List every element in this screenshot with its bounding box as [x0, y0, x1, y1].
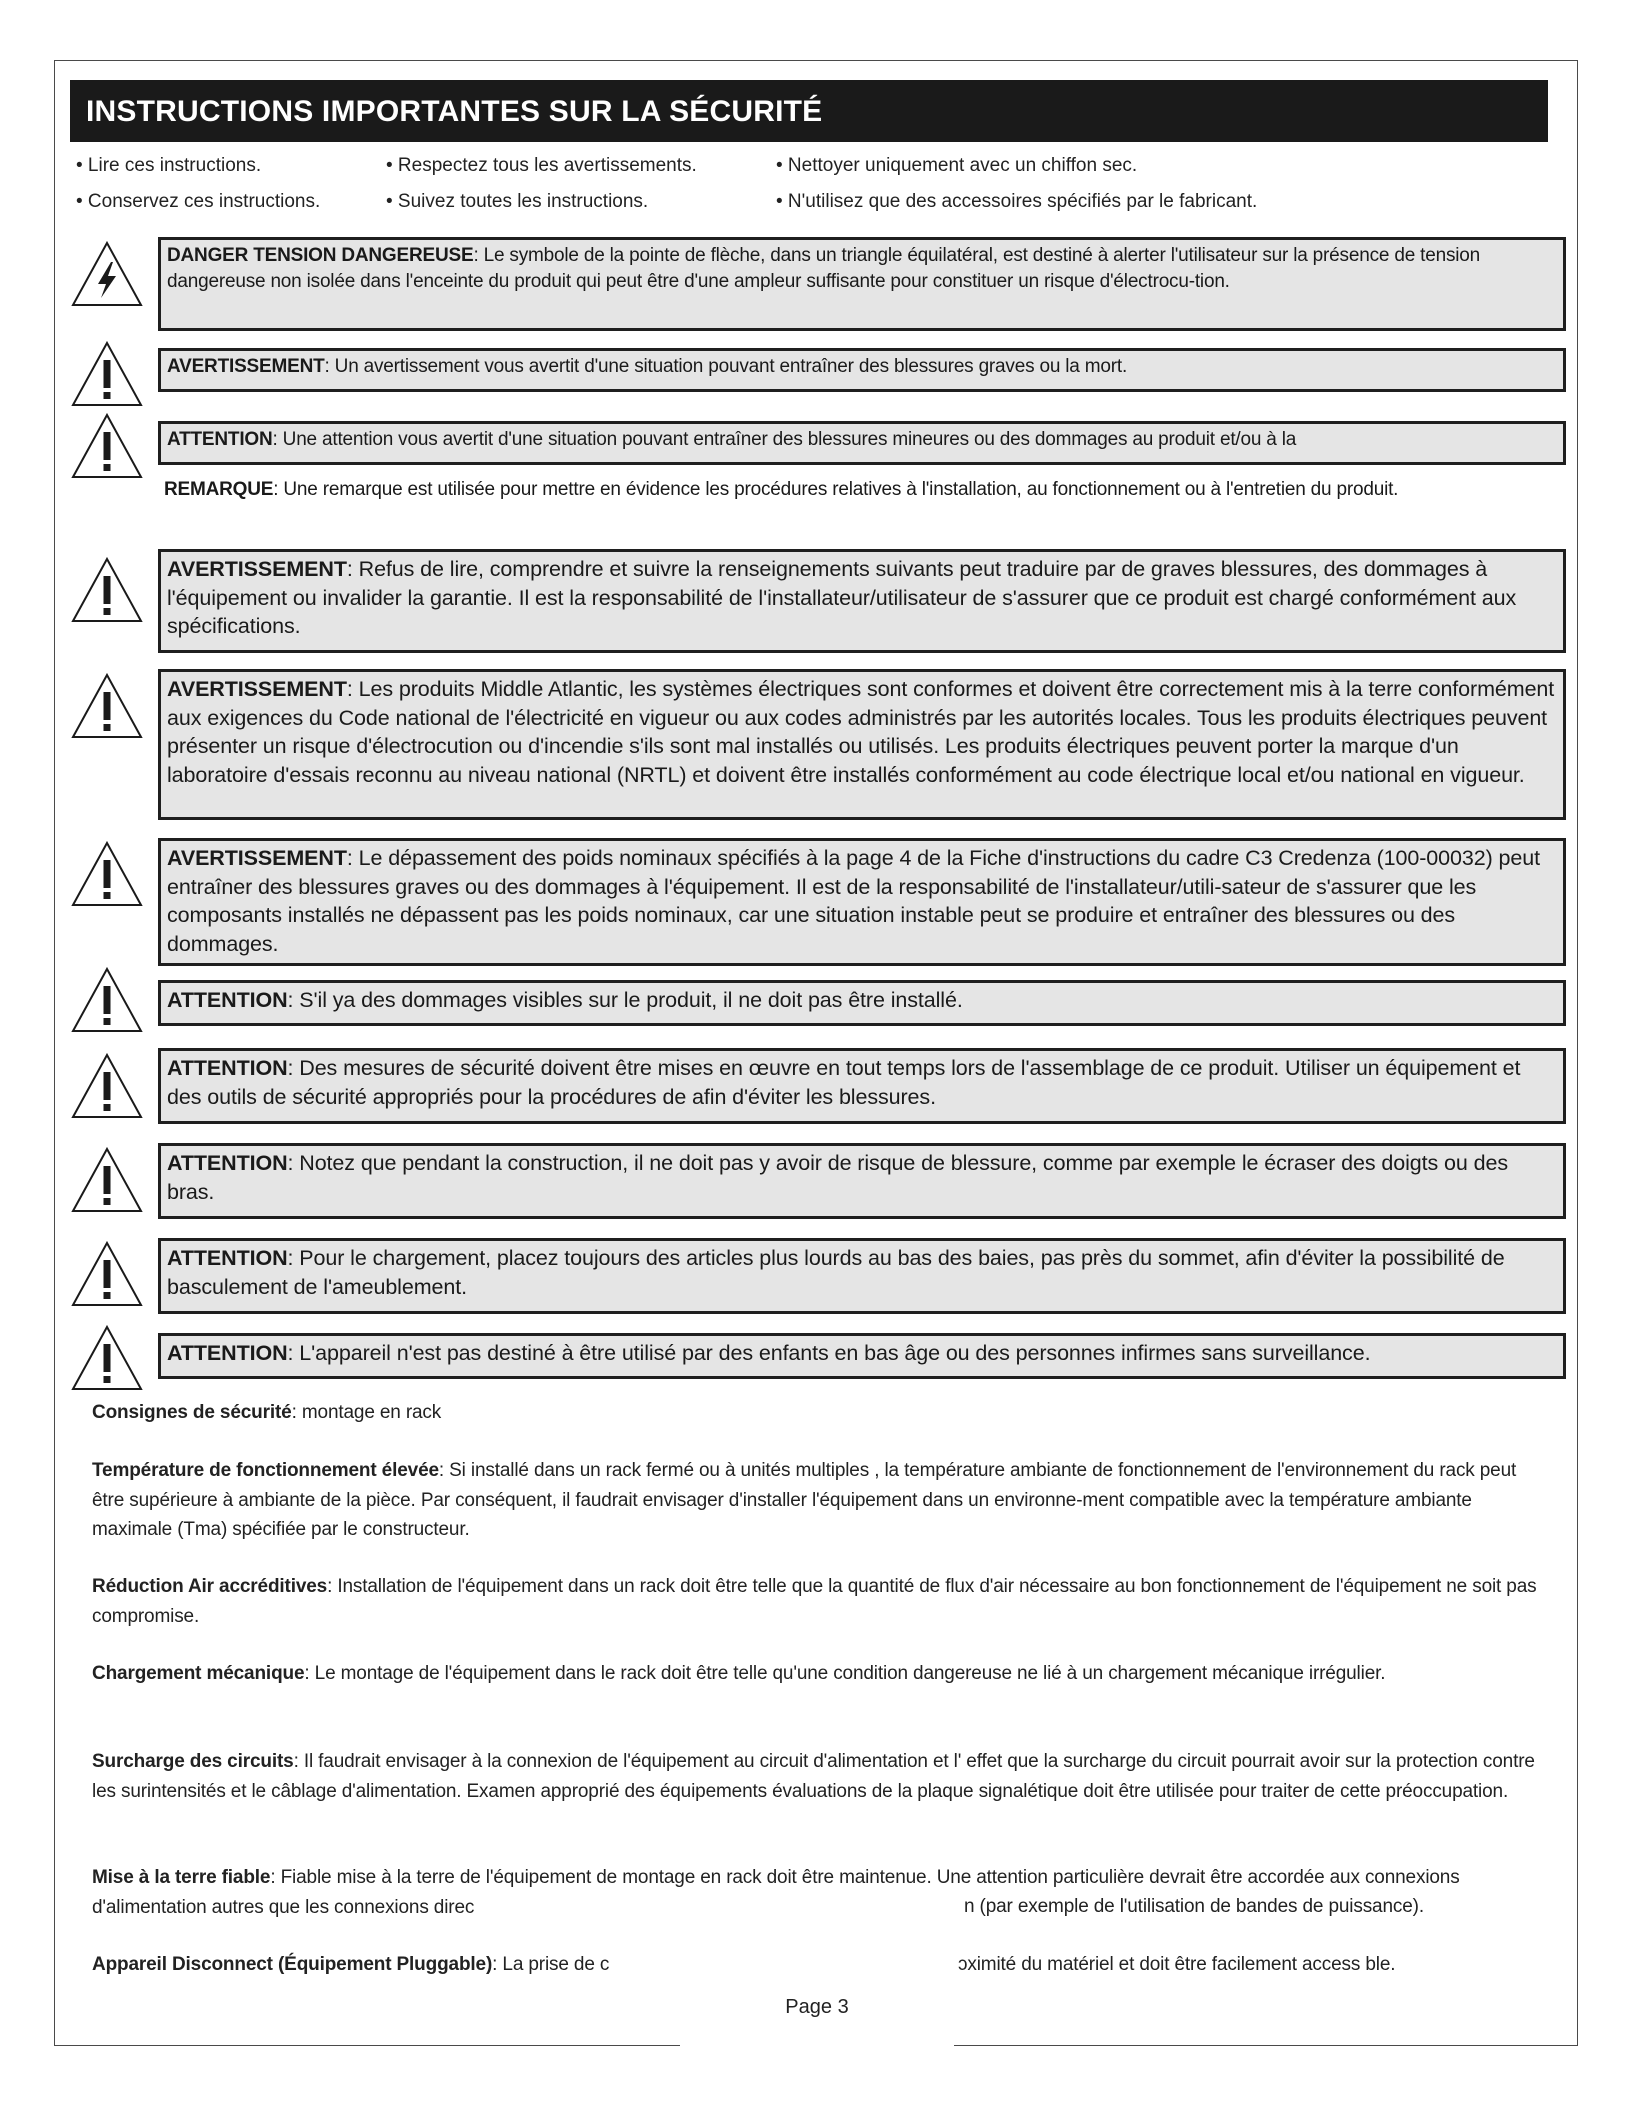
paragraph-tail: ɔximité du matériel et doit être facilement access ble.: [958, 1954, 1396, 1975]
warning-icon: [70, 1324, 144, 1392]
paragraph-label: Température de fonctionnement élevée: [92, 1460, 439, 1481]
notice-label: ATTENTION: [167, 1341, 288, 1365]
warning-icon: [70, 672, 144, 740]
paragraph-elevated-temperature: [92, 1456, 1552, 1545]
notice-label: DANGER TENSION DANGEREUSE: [167, 245, 474, 266]
bullet-item: • Nettoyer uniquement avec un chiffon sec.: [776, 155, 1138, 176]
warning-notice-box: [158, 549, 1566, 653]
caution-notice-box: [158, 421, 1566, 465]
notice-text: : Un avertissement vous avertit d'une situation pouvant entraîner des blessures graves ou la mort.: [324, 356, 1128, 377]
note-paragraph: [164, 477, 1564, 503]
paragraph-text: : La prise de c: [492, 1954, 610, 1975]
warning-icon: [70, 1052, 144, 1120]
notice-text: : Les produits Middle Atlantic, les systèmes électriques sont conformes et doivent être correctement mis à la terre conformément aux exigences du Code national de l'électricité en vigueur ou aux codes administrés par les autorités locales. Tous les produits électriques peuvent présenter un risque d'électrocution ou d'incendie s'ils sont mal installés ou utilisés. Les produits électriques peuvent porter la marque d'un laboratoire d'essais reconnu au niveau national (NRTL) et doivent être installés conformément au code électrique local et/ou national en vigueur.: [167, 677, 1555, 787]
notice-label: AVERTISSEMENT: [167, 557, 347, 581]
notice-label: AVERTISSEMENT: [167, 356, 325, 377]
bullet-item: • Conservez ces instructions.: [76, 191, 321, 212]
paragraph-label: Réduction Air accréditives: [92, 1576, 328, 1597]
notice-label: REMARQUE: [164, 479, 274, 500]
bullet-column-2: [386, 154, 697, 214]
warning-icon: [70, 556, 144, 624]
caution-notice-box: [158, 1238, 1566, 1314]
paragraph-text: : Le montage de l'équipement dans le rack doit être telle qu'une condition dangereuse ne lié à un chargement mécanique irrégulier.: [304, 1663, 1386, 1684]
paragraph-reduced-airflow: [92, 1572, 1552, 1631]
notice-text: : Des mesures de sécurité doivent être mises en œuvre en tout temps lors de l'assemblage de ce produit. Utiliser un équipement et des outils de sécurité appropriés pour la procédures de afin d'éviter les blessures.: [167, 1056, 1521, 1109]
warning-icon: [70, 840, 144, 908]
paragraph-label: Chargement mécanique: [92, 1663, 305, 1684]
paragraph-text: : Il faudrait envisager à la connexion de l'équipement au circuit d'alimentation et l' effet que la surcharge du circuit pourrait avoir sur la protection contre les surintensités et le câblage d'alimentation. Examen approprié des équipements évaluations de la plaque signalétique doit être utilisée pour traiter de cette préoccupation.: [92, 1751, 1535, 1802]
bullet-column-3: [776, 154, 1257, 214]
warning-notice-box: [158, 669, 1566, 820]
notice-label: AVERTISSEMENT: [167, 846, 347, 870]
caution-notice-box: [158, 1048, 1566, 1124]
warning-icon: [70, 412, 144, 480]
bullet-item: • Lire ces instructions.: [76, 155, 262, 176]
paragraph-text: : Installation de l'équipement dans un rack doit être telle que la quantité de flux d'air nécessaire au bon fonctionnement de l'équipement ne soit pas compromise.: [92, 1576, 1537, 1627]
notice-text: : L'appareil n'est pas destiné à être utilisé par des enfants en bas âge ou des personnes infirmes sans surveillance.: [287, 1341, 1371, 1365]
notice-text: : Pour le chargement, placez toujours des articles plus lourds au bas des baies, pas près du sommet, afin d'éviter la possibilité de basculement de l'ameublement.: [167, 1246, 1505, 1299]
paragraph-tail: n (par exemple de l'utilisation de bandes de puissance).: [964, 1896, 1424, 1917]
warning-notice-box: [158, 838, 1566, 966]
warning-icon: [70, 1146, 144, 1214]
paragraph-label: Mise à la terre fiable: [92, 1867, 271, 1888]
bullet-column-1: [76, 154, 320, 214]
warning-notice-box: [158, 348, 1566, 392]
notice-text: : S'il ya des dommages visibles sur le produit, il ne doit pas être installé.: [287, 988, 963, 1012]
paragraph-text: : Si installé dans un rack fermé ou à unités multiples , la température ambiante de fonctionnement de l'environnement du rack peut être supérieure à ambiante de la pièce. Par conséquent, il faudrait envisager d'installer l'équipement dans un environne-ment compatible avec la température ambiante maximale (Tma) spécifiée par le constructeur.: [92, 1460, 1517, 1540]
warning-icon: [70, 1240, 144, 1308]
notice-label: AVERTISSEMENT: [167, 677, 347, 701]
paragraph-label: Appareil Disconnect (Équipement Pluggable): [92, 1954, 493, 1975]
rack-safety-heading: [92, 1398, 1552, 1428]
electric-hazard-icon: [70, 240, 144, 308]
warning-icon: [70, 340, 144, 408]
warning-icon: [70, 966, 144, 1034]
paragraph-circuit-overload: [92, 1747, 1552, 1806]
paragraph-label: Surcharge des circuits: [92, 1751, 294, 1772]
bullet-item: • Respectez tous les avertissements.: [386, 155, 697, 176]
notice-text: : Une remarque est utilisée pour mettre en évidence les procédures relatives à l'installation, au fonctionnement ou à l'entretien du produit.: [273, 479, 1399, 500]
caution-notice-box: [158, 980, 1566, 1026]
bullet-item: • N'utilisez que des accessoires spécifiés par le fabricant.: [776, 191, 1258, 212]
caution-notice-box: [158, 1143, 1566, 1219]
notice-label: ATTENTION: [167, 1246, 288, 1270]
notice-label: ATTENTION: [167, 1056, 288, 1080]
notice-label: ATTENTION: [167, 988, 288, 1012]
notice-text: : Le dépassement des poids nominaux spécifiés à la page 4 de la Fiche d'instructions du cadre C3 Credenza (100-00032) peut entraîner des blessures graves ou des dommages à l'équipement. Il est de la responsabilité de l'installateur/utili-sateur de s'assurer que les composants installés ne dépassent pas les poids nominaux, car une situation instable peut se produire et entraîner des blessures ou des dommages.: [167, 846, 1540, 956]
paragraph-text: : montage en rack: [291, 1402, 442, 1423]
paragraph-label: Consignes de sécurité: [92, 1402, 292, 1423]
caution-notice-box: [158, 1333, 1566, 1379]
notice-text: : Refus de lire, comprendre et suivre la renseignements suivants peut traduire par de graves blessures, des dommages à l'équipement ou invalider la garantie. Il est la responsabilité de l'installateur/utilisateur de s'assurer que ce produit est chargé conformément aux spécifications.: [167, 557, 1517, 638]
notice-text: : Notez que pendant la construction, il ne doit pas y avoir de risque de blessure, comme par exemple le écraser des doigts ou des bras.: [167, 1151, 1508, 1204]
page-number: Page 3: [785, 1996, 849, 2018]
notice-text: : Une attention vous avertit d'une situation pouvant entraîner des blessures mineures ou des dommages au produit et/ou à la: [272, 429, 1297, 450]
notice-label: ATTENTION: [167, 1151, 288, 1175]
paragraph-mechanical-loading: [92, 1659, 1552, 1689]
notice-text: : Le symbole de la pointe de flèche, dans un triangle équilatéral, est destiné à alerter l'utilisateur sur la présence de tension dangereuse non isolée dans l'enceinte du produit qui peut être d'une ampleur suffisante pour constituer un risque d'électrocu-tion.: [167, 245, 1481, 292]
page-title: INSTRUCTIONS IMPORTANTES SUR LA SÉCURITÉ: [70, 80, 1548, 142]
bullet-item: • Suivez toutes les instructions.: [386, 191, 649, 212]
occlusion-block: [680, 1914, 954, 2054]
notice-label: ATTENTION: [167, 429, 273, 450]
paragraph-text: : Fiable mise à la terre de l'équipement de montage en rack doit être maintenue. Une attention particulière devrait être accordée aux connexions d'alimentation autres que les connexions direc: [92, 1867, 1460, 1918]
danger-notice-box: [158, 237, 1566, 331]
